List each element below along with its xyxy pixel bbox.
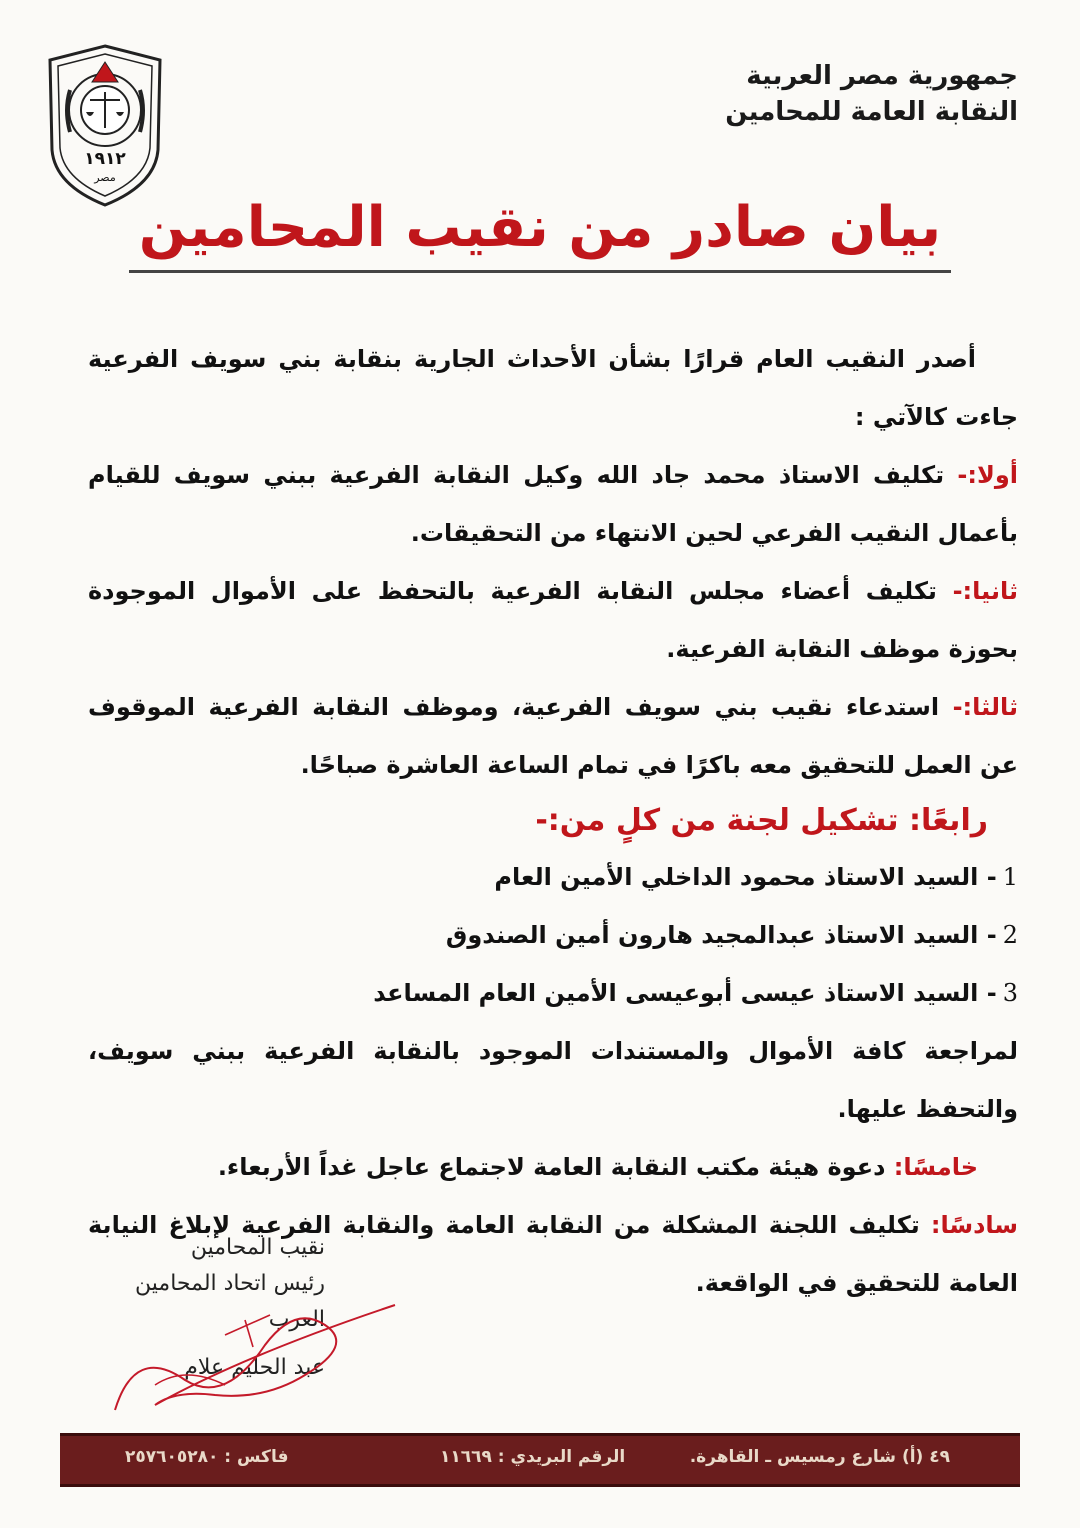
- letterhead: [725, 58, 1018, 130]
- item-fifth: [88, 1138, 978, 1196]
- committee-member: 1- السيد الاستاذ محمود الداخلي الأمين العام: [494, 863, 1018, 891]
- footer-address: ٤٩ (أ) شارع رمسيس ـ القاهرة.: [689, 1447, 950, 1467]
- statement-body: [88, 330, 1018, 1312]
- item-sixth-label: سادسًا:: [930, 1211, 1018, 1239]
- footer-postal-code: الرقم البريدي : ١١٦٦٩: [440, 1447, 626, 1467]
- committee-task: لمراجعة كافة الأموال والمستندات الموجود بالنقابة الفرعية ببني سويف، والتحفظ عليها.: [88, 1037, 1018, 1123]
- intro-paragraph: أصدر النقيب العام قرارًا بشأن الأحداث الجارية بنقابة بني سويف الفرعية جاءت كالآتي :: [88, 345, 1018, 431]
- logo-year: ١٩١٢: [84, 149, 126, 169]
- statement-title: بيان صادر من نقيب المحامين: [129, 192, 951, 273]
- letterhead-country: جمهورية مصر العربية: [746, 61, 1018, 91]
- item-second-label: ثانيا:-: [952, 577, 1018, 605]
- bar-association-logo: [40, 40, 170, 210]
- item-second: [88, 562, 1018, 678]
- footer-contact-band: [60, 1433, 1020, 1487]
- signatory-title: نقيب المحامين: [190, 1235, 325, 1260]
- item-first-text: تكليف الاستاذ محمد جاد الله وكيل النقابة الفرعية ببني سويف للقيام بأعمال النقيب الفرعي لحين الانتهاء من التحقيقات.: [88, 461, 1018, 547]
- committee-list: [88, 848, 1018, 1022]
- item-first-label: أولا:-: [957, 461, 1018, 489]
- item-third-text: استدعاء نقيب بني سويف الفرعية، وموظف النقابة الفرعية الموقوف عن العمل للتحقيق معه باكرًا في تمام الساعة العاشرة صباحًا.: [88, 693, 1018, 779]
- handwritten-signature: [95, 1285, 415, 1425]
- committee-member: 2- السيد الاستاذ عبدالمجيد هارون أمين الصندوق: [445, 921, 1018, 949]
- signatory-name: عبد الحليم علام: [184, 1355, 325, 1380]
- footer-fax: فاكس : ٢٥٧٦٠٥٢٨٠: [125, 1447, 289, 1467]
- item-fifth-label: خامسًا:: [893, 1153, 978, 1181]
- committee-member: 3- السيد الاستاذ عيسى أبوعيسى الأمين العام المساعد: [373, 979, 1018, 1007]
- item-fourth-heading: رابعًا: تشكيل لجنة من كلٍ من:-: [535, 803, 988, 838]
- item-third-label: ثالثا:-: [952, 693, 1018, 721]
- item-third: [88, 678, 1018, 794]
- item-fifth-text: دعوة هيئة مكتب النقابة العامة لاجتماع عاجل غداً الأربعاء.: [217, 1153, 894, 1181]
- letterhead-organization: النقابة العامة للمحامين: [725, 97, 1018, 127]
- logo-country: مصر: [94, 171, 116, 184]
- item-second-text: تكليف أعضاء مجلس النقابة الفرعية بالتحفظ على الأموال الموجودة بحوزة موظف النقابة الفرعية.: [88, 577, 1018, 663]
- signatory-position: رئيس اتحاد المحامين العرب: [135, 1271, 325, 1332]
- item-first: [88, 446, 1018, 562]
- item-sixth-text: تكليف اللجنة المشكلة من النقابة العامة والنقابة الفرعية لإبلاغ النيابة العامة للتحقيق في الواقعة.: [88, 1211, 1018, 1297]
